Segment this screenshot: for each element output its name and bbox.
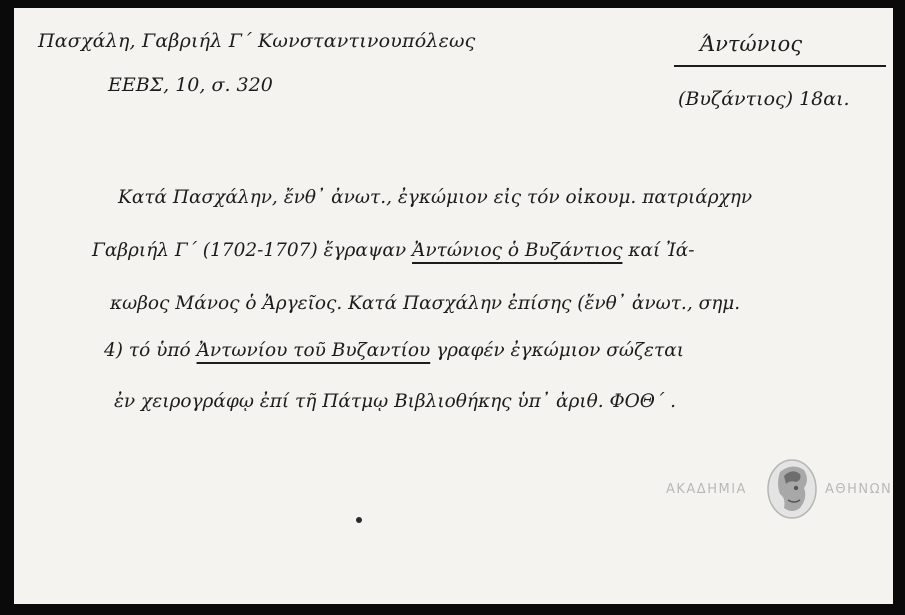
body-line-2 <box>92 240 695 261</box>
academy-seal-icon <box>766 458 818 520</box>
body-line-2-end: καί Ἰά- <box>628 240 695 261</box>
watermark-academy: ΑΚΑΔΗΜΙΑ <box>666 482 747 497</box>
source-citation-line1: Πασχάλη, Γαβριήλ Γ΄ Κωνσταντινουπόλεως <box>38 30 476 52</box>
index-card <box>14 8 893 604</box>
body-line-4-end: γραφέν ἐγκώμιον σώζεται <box>436 340 684 361</box>
body-line-3: κωβος Μάνος ὁ Ἀργεῖος. Κατά Πασχάλην ἐπίσης (ἔνθ᾽ ἀνωτ., σημ. <box>110 293 741 314</box>
body-line-2-text: Γαβριήλ Γ΄ (1702-1707) ἔγραψαν <box>92 240 407 261</box>
heading-dates: (Βυζάντιος) 18αι. <box>678 88 850 110</box>
body-line-4-text: 4) τό ὑπό <box>104 340 191 361</box>
watermark-athens: ΑΘΗΝΩΝ <box>825 482 893 497</box>
underlined-name-2: Ἀντωνίου τοῦ Βυζαντίου <box>196 340 431 361</box>
ink-dot <box>356 517 362 523</box>
source-citation-line2: ΕΕΒΣ, 10, σ. 320 <box>108 74 273 96</box>
card-heading: Άντώνιος <box>700 32 803 56</box>
body-line-4 <box>104 340 684 361</box>
underlined-name-1: Ἀντώνιος ὁ Βυζάντιος <box>412 240 623 261</box>
body-line-1: Κατά Πασχάλην, ἔνθ᾽ ἀνωτ., ἐγκώμιον εἰς τόν οἰκουμ. πατριάρχην <box>118 187 753 208</box>
body-line-5: ἐν χειρογράφῳ ἐπί τῆ Πάτμῳ Βιβλιοθήκης ὑπ᾽ ἀριθ. ΦΟΘ΄ . <box>114 391 676 412</box>
heading-underline <box>674 65 886 67</box>
